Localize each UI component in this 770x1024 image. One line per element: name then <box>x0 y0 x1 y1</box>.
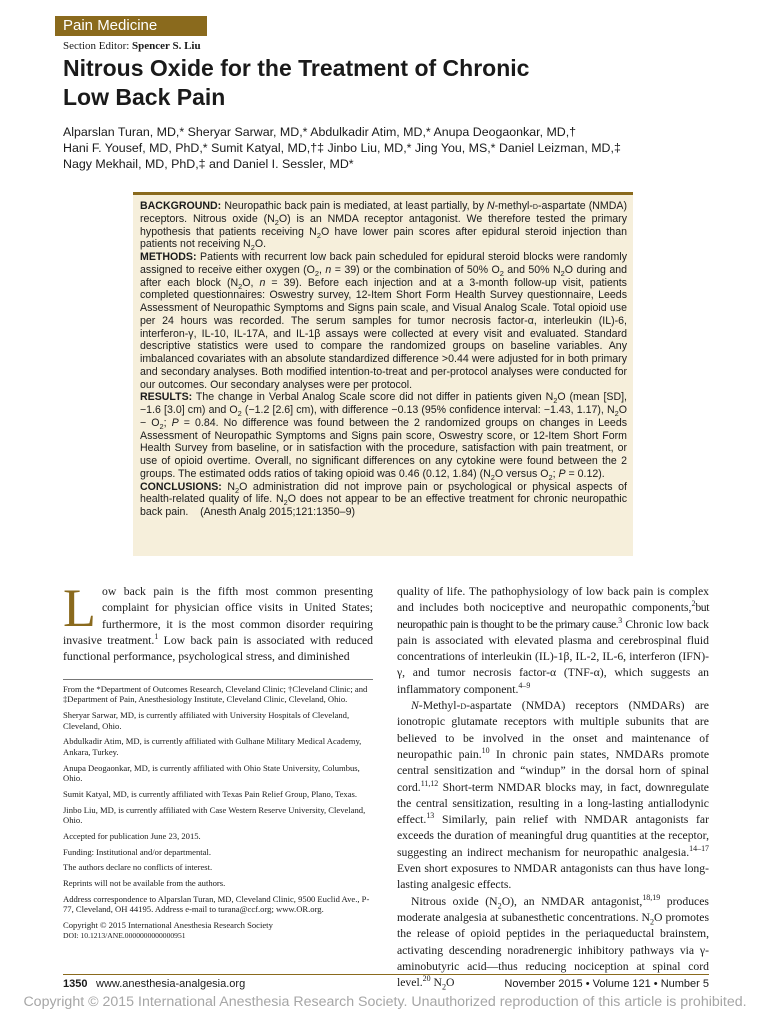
body-text: Short-term NMDAR blocks may, in fact, downregulate the central sensitization, resulting in a long-lasting antiallodynic effect. <box>397 780 709 827</box>
footnote-reprints: Reprints will not be available from the authors. <box>63 878 226 889</box>
abs-text: The change in Verbal Analog Scale score did not differ in patients given N <box>192 391 554 404</box>
reference-mark: 14–17 <box>689 843 709 853</box>
body-text: O), an NMDAR antagonist, <box>501 894 643 908</box>
abs-text: (−1.2 [2.6] cm), with difference −0.13 (95% confidence interval: −1.43, 1.17), N <box>241 404 615 416</box>
abs-text: O administration did not improve pain or psychological or physical aspects of health-related quality of life. N <box>140 480 627 506</box>
body-text: O <box>446 976 455 990</box>
abstract-box <box>133 192 633 556</box>
abs-subscript: 2 <box>553 396 558 406</box>
body-text: produces moderate analgesia at subanesthetic concentrations. N <box>397 894 709 924</box>
abs-text: ; <box>552 467 559 480</box>
abstract-background <box>140 200 627 251</box>
abs-italic: n <box>259 276 266 289</box>
abs-text: Neuropathic back pain is mediated, at least partially, by <box>221 200 487 212</box>
reference-mark: 11,12 <box>420 778 439 788</box>
author-list <box>63 124 723 172</box>
section-editor <box>63 40 201 52</box>
body-column-right <box>397 584 709 991</box>
abs-text: -aspartate (NMDA) receptors. Nitrous oxide (N <box>140 200 627 225</box>
abs-text: O − O <box>140 404 627 429</box>
body-paragraph <box>397 584 709 698</box>
abs-italic: P <box>558 467 566 480</box>
body-text: Low back pain is associated with reduced functional performance, psychological stress, and diminished <box>63 633 373 664</box>
reference-mark: 18,19 <box>642 892 661 902</box>
abs-smallcaps: d <box>532 200 538 212</box>
journal-url-link[interactable]: www.anesthesia-analgesia.org <box>96 978 246 990</box>
abstract-methods <box>140 251 627 391</box>
abs-subscript: 2 <box>237 409 242 419</box>
body-text: Even short exposures to NMDAR antagonists can thus have long-lasting analgesic effects. <box>397 862 709 892</box>
abs-text: O during and after each block (N <box>140 263 628 289</box>
page-number: 1350 <box>63 978 88 990</box>
abs-italic: P <box>171 416 179 429</box>
methods-heading: METHODS: <box>140 251 197 263</box>
abs-subscript: 2 <box>499 268 504 278</box>
body-text: Similarly, pain relief with NMDAR antagonists far exceeds the duration of meaningful drug quantities at the receptor, suggesting an indirect mechanism for neuropathic analgesia. <box>397 813 709 859</box>
drop-cap: L <box>63 578 96 638</box>
footnote-item: Sumit Katyal, MD, is currently affiliated with Texas Pain Relief Group, Plano, Texas. <box>63 788 358 799</box>
reference-mark: 2 <box>691 599 696 609</box>
body-text: but neuropathic pain is thought to be the primary cause. <box>397 601 709 631</box>
abs-subscript: 2 <box>614 409 619 419</box>
abstract-citation: (Anesth Analg 2015;121:1350–9) <box>188 506 355 518</box>
subscript: 2 <box>441 982 447 992</box>
abs-subscript: 2 <box>316 230 321 240</box>
abs-text: O versus O <box>494 467 549 480</box>
body-italic: N <box>411 699 419 713</box>
title-line-2: Low Back Pain <box>63 84 226 110</box>
abs-subscript: 2 <box>283 498 288 508</box>
abs-text: = 0.12). <box>565 467 605 480</box>
conclusions-heading: CONCLUSIONS: <box>140 480 222 493</box>
footnote-item: Abdulkadir Atim, MD, is currently affiliated with Gulhane Military Medical Academy, Ankara, Turkey. <box>63 736 362 757</box>
subscript: 2 <box>649 917 655 927</box>
footnote-item: Sheryar Sarwar, MD, is currently affiliated with University Hospitals of Cleveland, Cleveland, Ohio. <box>63 710 350 731</box>
section-editor-label: Section Editor: <box>63 40 133 52</box>
body-text: -aspartate (NMDA) receptors (NMDARs) are ionotropic glutamate receptors with multiple subunits that are believed to be involved in the onset and maintenance of neuropathic pain. <box>397 699 709 761</box>
abs-subscript: 2 <box>274 217 279 227</box>
abs-subscript: 2 <box>548 472 553 482</box>
article-title <box>63 54 663 112</box>
footnote-copyright: Copyright © 2015 International Anesthesia Research Society <box>63 920 273 931</box>
abs-subscript: 2 <box>250 243 255 253</box>
reference-mark: 13 <box>426 811 435 821</box>
abs-text: = 39) or the combination of 50% O <box>331 263 500 276</box>
abs-subscript: 2 <box>235 485 240 495</box>
results-heading: RESULTS: <box>140 391 193 404</box>
abs-text: O does not appear to be an effective treatment for chronic neuropathic back pain. <box>140 493 627 518</box>
footnote-item: Anupa Deogaonkar, MD, is currently affiliated with Ohio State University, Columbus, Ohio. <box>63 762 360 784</box>
footnote-divider <box>63 679 373 680</box>
footnote-conflicts: The authors declare no conflicts of interest. <box>63 862 213 873</box>
abs-text: O (mean [SD], −1.6 [3.0] cm) and O <box>140 391 627 416</box>
footnote-affiliations: From the *Department of Outcomes Research, Cleveland Clinic; †Cleveland Clinic; and ‡Department of Pain, Anesthesiology Institute, Cleveland Clinic, Cleveland, Ohio. <box>63 684 368 705</box>
section-editor-name: Spencer S. Liu <box>132 40 201 52</box>
abs-text: and 50% N <box>503 263 561 276</box>
abs-text: O. <box>254 238 267 251</box>
abs-subscript: 2 <box>159 421 164 431</box>
author-line-2: Hani F. Yousef, MD, PhD,* Sumit Katyal, MD,†‡ Jinbo Liu, MD,* Jing You, MS,* Daniel Leizman, MD,‡ <box>63 141 621 155</box>
footnote-funding: Funding: Institutional and/or departmental. <box>63 846 211 857</box>
section-banner: Pain Medicine <box>55 16 207 36</box>
abs-text: O) is an NMDA receptor antagonist. We therefore tested the primary hypothesis that patients receiving N <box>140 212 627 238</box>
abs-italic: n <box>325 263 332 276</box>
copyright-watermark: Copyright © 2015 International Anesthesia Research Society. Unauthorized reproduction of this article is prohibited. <box>23 994 747 1010</box>
footnote-item: Jinbo Liu, MD, is currently affiliated with Case Western Reserve University, Cleveland, Ohio. <box>63 804 366 826</box>
abs-subscript: 2 <box>490 472 495 482</box>
footnote-doi: DOI: 10.1213/ANE.0000000000000951 <box>63 930 186 940</box>
abs-text: , <box>319 263 326 276</box>
title-line-1: Nitrous Oxide for the Treatment of Chronic <box>63 55 530 81</box>
abstract-results <box>140 391 627 480</box>
reference-mark: 20 <box>422 974 431 984</box>
body-paragraph <box>397 698 709 894</box>
body-text: In chronic pain states, NMDARs promote central sensitization and “windup” in the dorsal horn of spinal cord. <box>397 747 710 794</box>
body-text: N <box>430 976 442 990</box>
body-text: O promotes the release of opioid peptides in the periaqueductal brainstem, activating descending noradrenergic inhibitory pathways via γ-aminobutyric acid—thus reducing nociception at spinal cord level. <box>397 910 709 990</box>
reference-mark: 10 <box>481 746 490 756</box>
intro-paragraph <box>63 578 373 665</box>
subscript: 2 <box>497 900 502 910</box>
background-heading: BACKGROUND: <box>140 200 222 212</box>
abs-text: O, <box>242 276 260 289</box>
footnote-correspondence: Address correspondence to Alparslan Turan, MD, Cleveland Clinic, 9500 Euclid Ave., P-77, Cleveland, OH 44195. Address e-mail to turana@ccf.org; www.OR.org. <box>63 894 370 915</box>
abs-text: ; <box>163 416 172 429</box>
author-line-3: Nagy Mekhail, MD, PhD,‡ and Daniel I. Sessler, MD* <box>63 157 354 171</box>
abs-text: O have lower pain scores after epidural steroid injection than patients not receiving N <box>140 225 627 251</box>
abs-text: N <box>221 480 236 493</box>
reference-mark: 1 <box>154 632 159 641</box>
abs-subscript: 2 <box>314 268 320 278</box>
issue-info: November 2015 • Volume 121 • Number 5 <box>504 978 709 990</box>
abs-text: -methyl- <box>494 200 533 212</box>
body-text: Chronic low back pain is associated with elevated plasma and cerebrospinal fluid concentrations of interleukin (IL)-1β, IL-2, IL-6, interferon (IFN)-γ, and tumor necrosis factor-α (TNF-α), which suggests an inflammatory component. <box>397 617 709 696</box>
footnote-accepted: Accepted for publication June 23, 2015. <box>63 830 201 841</box>
body-smallcaps: d <box>460 699 467 713</box>
author-line-1: Alparslan Turan, MD,* Sheryar Sarwar, MD,* Abdulkadir Atim, MD,* Anupa Deogaonkar, MD,† <box>63 125 577 139</box>
abstract-conclusions <box>140 481 627 519</box>
abs-text: = 39). Before each injection and at a 3-month follow-up visit, patients completed questionnaires: Oswestry survey, 12-Item Short Form Health Survey questionnaire, Leeds Assessment of Neuropathic Symptoms and Signs pain scale, and Visual Analog Scale. Total opioid use per 24 hours was recorded. The serum samples for tumor necrosis factor-α, interleukin (IL)-6, interferon-γ, IL-10, IL-17A, and IL-1β assays were collected at every visit and evaluated. Standard descriptive statistics were used to compare the randomized groups on baseline variables. Any imbalanced covariates with an absolute standardized difference >0.44 were adjusted for in both primary and secondary analyses. Both modified intention-to-treat and per-protocol analyses were conducted for our outcomes. Our secondary analyses were per protocol. <box>140 276 627 391</box>
body-column-left <box>63 578 373 665</box>
abs-subscript: 2 <box>560 268 565 278</box>
abs-subscript: 2 <box>238 281 243 291</box>
body-paragraph <box>397 894 709 992</box>
abs-text: = 0.84. No difference was found between the 2 randomized groups on changes in Leeds Assessment of Neuropathic Symptoms and Signs pain score, Oswestry score, or 12-Item Short Form Health Survey from baseline, or in satisfaction with the procedure, satisfaction with pain treatment, or use of opioid overtime. Overall, no significant differences on any cytokine were found between the 2 groups. The estimated odds ratios of taking opioid was 0.46 (0.12, 1.84) (N <box>140 416 628 480</box>
footnotes <box>63 684 373 941</box>
body-text: -Methyl- <box>418 699 461 713</box>
footer-divider <box>63 974 709 975</box>
abs-italic: N <box>486 200 495 212</box>
abs-text: Patients with recurrent low back pain scheduled for epidural steroid blocks were randomly assigned to receive either oxygen (O <box>140 251 627 276</box>
reference-mark: 4–9 <box>518 680 531 690</box>
body-text: quality of life. The pathophysiology of low back pain is complex and includes both nociceptive and neuropathic components, <box>397 585 709 615</box>
reference-mark: 3 <box>618 615 623 625</box>
body-text: Nitrous oxide (N <box>411 894 498 908</box>
body-text: ow back pain is the fifth most common presenting complaint for physician office visits in United States; furthermore, it is the most common disorder requiring invasive treatment. <box>63 585 373 647</box>
